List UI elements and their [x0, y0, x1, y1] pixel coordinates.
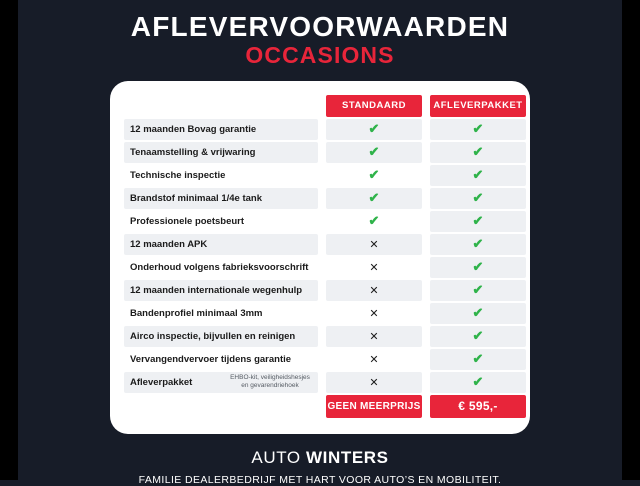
row-spacer	[318, 395, 326, 418]
cell-afleverpakket	[430, 372, 526, 393]
table-row	[124, 165, 526, 186]
feature-label: 12 maanden Bovag garantie	[124, 119, 318, 140]
table-row	[124, 303, 526, 324]
table-row	[124, 142, 526, 163]
price-afleverpakket: € 595,-	[430, 395, 526, 418]
row-spacer	[422, 188, 430, 209]
page-title: AFLEVERVOORWAARDEN	[130, 11, 510, 42]
feature-label: Vervangendvervoer tijdens garantie	[130, 353, 292, 365]
row-spacer	[318, 349, 326, 370]
check-icon: ✔	[472, 236, 484, 252]
check-icon: ✔	[368, 121, 380, 137]
header-spacer-1	[318, 95, 326, 117]
feature-label: Technische inspectie	[130, 169, 226, 181]
table-row	[124, 188, 526, 209]
table-row	[124, 119, 526, 140]
page-subtitle: OCCASIONS	[245, 42, 395, 69]
brand-bold: WINTERS	[306, 447, 389, 467]
right-letterbox-bar	[622, 0, 640, 480]
check-icon: ✔	[472, 374, 484, 390]
feature-label: 12 maanden APK	[124, 234, 318, 255]
cell-standaard	[326, 326, 422, 347]
row-spacer	[422, 349, 430, 370]
cell-standaard	[326, 119, 422, 140]
cross-icon: ✕	[369, 285, 379, 298]
cell-afleverpakket	[430, 142, 526, 163]
cell-afleverpakket	[430, 303, 526, 324]
header-cell-empty	[124, 95, 318, 117]
row-spacer	[318, 372, 326, 393]
cell-standaard	[326, 349, 422, 370]
cell-afleverpakket	[430, 188, 526, 209]
header	[18, 0, 622, 69]
check-icon: ✔	[368, 167, 380, 183]
feature-note: EHBO-kit, veiligheidshesjes en gevarendriehoek	[230, 374, 310, 390]
cell-afleverpakket	[430, 326, 526, 347]
price-standaard: GEEN MEERPRIJS	[326, 395, 422, 418]
row-spacer	[422, 142, 430, 163]
cell-standaard	[326, 303, 422, 324]
cell-standaard	[326, 234, 422, 255]
row-spacer	[318, 234, 326, 255]
cell-standaard	[326, 280, 422, 301]
row-spacer	[422, 280, 430, 301]
header-cell-afleverpakket: AFLEVERPAKKET	[430, 95, 526, 117]
table-row	[124, 372, 526, 393]
row-spacer	[318, 280, 326, 301]
check-icon: ✔	[472, 121, 484, 137]
check-icon: ✔	[472, 213, 484, 229]
cell-afleverpakket	[430, 165, 526, 186]
row-spacer	[422, 372, 430, 393]
footer-tagline: FAMILIE DEALERBEDRIJF MET HART VOOR AUTO’S EN MOBILITEIT.	[138, 473, 502, 486]
feature-label: Tenaamstelling & vrijwaring	[124, 142, 318, 163]
feature-label: Onderhoud volgens fabrieksvoorschrift	[130, 261, 309, 273]
feature-label-with-note	[124, 372, 318, 393]
cell-standaard	[326, 165, 422, 186]
check-icon: ✔	[472, 167, 484, 183]
feature-label: Bandenprofiel minimaal 3mm	[130, 307, 263, 319]
cell-standaard	[326, 257, 422, 278]
cross-icon: ✕	[369, 377, 379, 390]
table-row	[124, 280, 526, 301]
cell-standaard	[326, 188, 422, 209]
check-icon: ✔	[472, 351, 484, 367]
cell-standaard	[326, 372, 422, 393]
check-icon: ✔	[368, 213, 380, 229]
cross-icon: ✕	[369, 308, 379, 321]
cross-icon: ✕	[369, 354, 379, 367]
table-header-row	[124, 95, 526, 117]
left-letterbox-bar	[0, 0, 18, 480]
comparison-table	[124, 93, 526, 420]
feature-label: 12 maanden internationale wegenhulp	[124, 280, 318, 301]
poster-content	[18, 0, 622, 486]
check-icon: ✔	[472, 144, 484, 160]
brand-light: AUTO	[251, 447, 307, 467]
row-spacer	[422, 303, 430, 324]
header-spacer-2	[422, 95, 430, 117]
check-icon: ✔	[472, 305, 484, 321]
row-spacer	[422, 326, 430, 347]
row-spacer	[422, 234, 430, 255]
cell-afleverpakket	[430, 119, 526, 140]
table-row	[124, 349, 526, 370]
row-spacer	[318, 326, 326, 347]
header-cell-standaard: STANDAARD	[326, 95, 422, 117]
check-icon: ✔	[472, 259, 484, 275]
row-spacer	[318, 257, 326, 278]
cross-icon: ✕	[369, 239, 379, 252]
price-row-empty	[124, 395, 318, 418]
comparison-card	[110, 81, 530, 434]
cross-icon: ✕	[369, 331, 379, 344]
brand-logo	[18, 448, 622, 468]
cell-afleverpakket	[430, 257, 526, 278]
feature-label: Brandstof minimaal 1/4e tank	[124, 188, 318, 209]
cell-standaard	[326, 142, 422, 163]
row-spacer	[318, 211, 326, 232]
cell-afleverpakket	[430, 234, 526, 255]
check-icon: ✔	[368, 144, 380, 160]
row-spacer	[318, 119, 326, 140]
cell-afleverpakket	[430, 349, 526, 370]
table-row	[124, 326, 526, 347]
row-spacer	[318, 165, 326, 186]
table-row	[124, 211, 526, 232]
row-spacer	[422, 211, 430, 232]
cross-icon: ✕	[369, 262, 379, 275]
row-spacer	[422, 119, 430, 140]
price-row	[124, 395, 526, 418]
feature-label: Airco inspectie, bijvullen en reinigen	[124, 326, 318, 347]
row-spacer	[318, 188, 326, 209]
check-icon: ✔	[368, 190, 380, 206]
row-spacer	[422, 257, 430, 278]
table-row	[124, 257, 526, 278]
row-spacer	[318, 303, 326, 324]
cell-afleverpakket	[430, 211, 526, 232]
row-spacer	[422, 395, 430, 418]
check-icon: ✔	[472, 328, 484, 344]
row-spacer	[318, 142, 326, 163]
feature-label: Professionele poetsbeurt	[130, 215, 245, 227]
table-row	[124, 234, 526, 255]
check-icon: ✔	[472, 282, 484, 298]
feature-label: Afleverpakket	[130, 376, 193, 388]
check-icon: ✔	[472, 190, 484, 206]
row-spacer	[422, 165, 430, 186]
cell-afleverpakket	[430, 280, 526, 301]
cell-standaard	[326, 211, 422, 232]
